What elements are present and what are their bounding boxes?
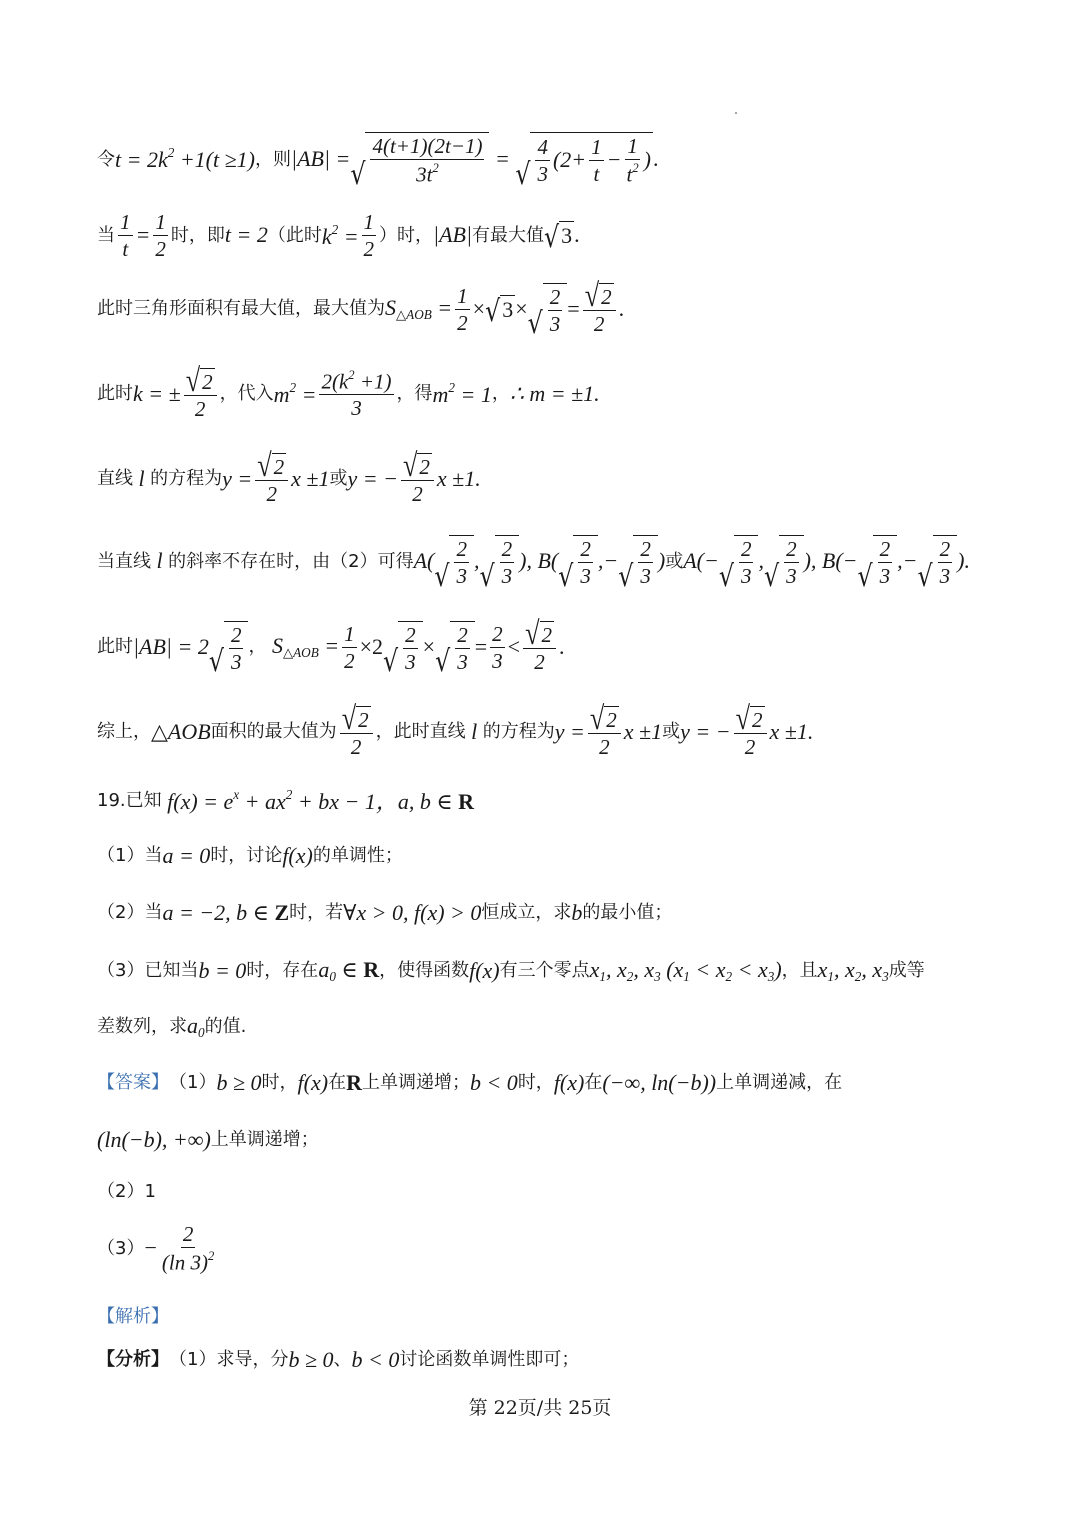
text: 时，讨论: [210, 845, 283, 867]
line-6: 当直线 l 的斜率不存在时，由（2）可得 A( √ $\frac{2}{3}$ , √ $\frac{2}{3}$ ), B( √ $\frac{2}{3}$ ,− √ $\frac{2}{3}$ ) 或 A(− √ $\frac{2}{3}$ , √ $\frac{2}{3}$ ), B(− √ $\frac{2}{3}$ ,− √ $\frac{2}{3}$ ).: [97, 537, 970, 593]
line-8: 综上， △AOB 面积的最大值为 √ 2 2 ，此时直线 l 的方程为 y = √ 2 2 x ±1 或 y = − √ 2 2 x ±1.: [97, 700, 814, 760]
text: 的值.: [204, 1016, 247, 1038]
line-7: 此时 |AB| = 2 √ $\frac{2}{3}$ ， $S_{\triangle AOB}$ = $\frac{1}{2}$ ×2 √ $\frac{2}{3}$ × √ $\frac{2}{3}$ = $\frac{2}{3}$ < √ 2 2 .: [97, 615, 565, 679]
text: 或: [665, 550, 684, 572]
text: 此时: [97, 636, 133, 658]
text: 有最大值: [472, 224, 545, 246]
text: 讨论函数单调性即可；: [399, 1349, 580, 1371]
text: 的单调性；: [312, 845, 403, 867]
text: 差数列，求: [97, 1016, 187, 1038]
answer-3: （3） − $\frac{2}{(\ln 3)^2}$: [97, 1222, 215, 1275]
text: 时，即: [170, 224, 225, 246]
line-5: 直线 l 的方程为 y = √ 2 2 x ±1 或 y = − √ 2 2 x ±1.: [97, 447, 481, 507]
answer-tag: 【答案】: [97, 1072, 169, 1094]
text: 恒成立，求: [481, 902, 572, 924]
analysis-tag-line: [97, 1305, 169, 1328]
problem-number: 19.: [97, 790, 126, 812]
problem-19-statement: 19. 已知 $f(x) = e^x + ax^2$ + bx − 1，a, b ∈ R: [97, 787, 474, 814]
text: 在: [584, 1072, 603, 1094]
text: （1）求导，分: [169, 1349, 289, 1371]
line-4: 此时 k = ± √ 2 2 ，代入 $m^2$ = $\frac{2(k^2 +1)}{3}$ ，得 $m^2 = 1$ ， ∴ m = ±1.: [97, 362, 600, 422]
answer-1: 【答案】 （1） b ≥ 0 时， f(x) 在 R 上单调递增； b < 0 时， f(x) 在 (−∞, ln(−b)) 上单调递减，在: [97, 1070, 843, 1095]
page-footer: 第 22页/共 25页: [468, 1397, 612, 1419]
text: 的斜率不存在时，由（2）可得: [168, 550, 414, 572]
text: 直线: [97, 468, 133, 490]
text: 时，: [261, 1072, 298, 1094]
text: ，此时直线: [375, 721, 466, 743]
analysis-tag: 【解析】: [97, 1306, 169, 1327]
text: 或: [662, 721, 681, 743]
text: 的方程为: [150, 468, 223, 490]
line-3: 此时三角形面积有最大值，最大值为 $S_{\triangle AOB}$ = $\frac{1}{2}$ × √ 3 × √ $\frac{2}{3}$ = √ 2 2 .: [97, 277, 625, 341]
text: 上单调递减，在: [716, 1072, 843, 1094]
text: （2）当: [97, 902, 163, 924]
text: ，则: [255, 148, 292, 170]
text: 的方程为: [482, 721, 555, 743]
text: 有三个零点: [499, 960, 590, 982]
text: 当直线: [97, 550, 151, 572]
text: 综上，: [97, 721, 151, 743]
text: ，且: [781, 960, 818, 982]
question-3: （3）已知当 b = 0 时，存在 $a_0$ ∈ R ，使得函数 f(x) 有三个零点 $x_1$, $x_2$, $x_3$ $(x_1 < x_2 < x_3)$ ，且 $x_1$, $x_2$, $x_3$ 成等: [97, 957, 925, 984]
text: 此时三角形面积有最大值，最大值为: [97, 298, 385, 320]
text: 已知: [125, 790, 162, 812]
text: 令: [97, 148, 115, 170]
text: 在: [328, 1072, 347, 1094]
analysis-line: 【分析】 （1）求导，分 b ≥ 0 、 b < 0 讨论函数单调性即可；: [97, 1347, 580, 1372]
text: 面积的最大值为: [210, 721, 337, 743]
text: 的最小值；: [582, 902, 673, 924]
text: 上单调递增；: [361, 1072, 470, 1094]
text: （3）已知当: [97, 960, 199, 982]
answer-1-cont: (ln(−b), +∞) 上单调递增；: [97, 1127, 319, 1152]
text: 或: [329, 468, 348, 490]
text: 成等: [888, 960, 925, 982]
question-3-cont: 差数列，求 $a_0$ 的值.: [97, 1013, 247, 1040]
stray-dot: [735, 112, 737, 114]
text: 、: [333, 1349, 352, 1371]
text: 时，: [517, 1072, 554, 1094]
text: ，: [248, 636, 267, 658]
text: （3）: [97, 1237, 145, 1259]
text: 上单调递增；: [210, 1129, 319, 1151]
question-1: （1）当 a = 0 时，讨论 f(x) 的单调性；: [97, 843, 403, 868]
text: 此时: [97, 383, 133, 405]
line-2: 当 $\frac{1}{t}$ = $\frac{1}{2}$ 时，即 t = 2 （此时 $k^2$ = $\frac{1}{2}$ ）时， |AB| 有最大值 √ 3 .: [97, 210, 580, 262]
text: 时，存在: [246, 960, 319, 982]
text: ，使得函数: [379, 960, 470, 982]
text: （此时: [267, 224, 322, 246]
text: 时，若: [289, 902, 344, 924]
text: 当: [97, 224, 115, 246]
line-1: 令 $t = 2k^2 +1(t \ge 1)$ ，则 |AB| = √ $\frac{4(t+1)(2t-1)}{3t^2}$ = √ $\frac{4}{3}$ (2+ $\frac{1}{t}$ − $\frac{1}{t^2}$ ) .: [97, 134, 659, 192]
text: ，: [491, 383, 510, 405]
text: （2）1: [97, 1181, 156, 1202]
text: ）时，: [379, 224, 434, 246]
text: ，得: [396, 383, 433, 405]
question-2: （2）当 a = −2, b ∈ Z 时，若 ∀x > 0, f(x) > 0 恒成立，求 b 的最小值；: [97, 900, 673, 925]
text: （1）当: [97, 845, 163, 867]
answer-2: [97, 1180, 156, 1203]
fenxi-tag: 【分析】: [97, 1349, 169, 1371]
text: ，代入: [219, 383, 274, 405]
text: （1）: [169, 1072, 217, 1094]
